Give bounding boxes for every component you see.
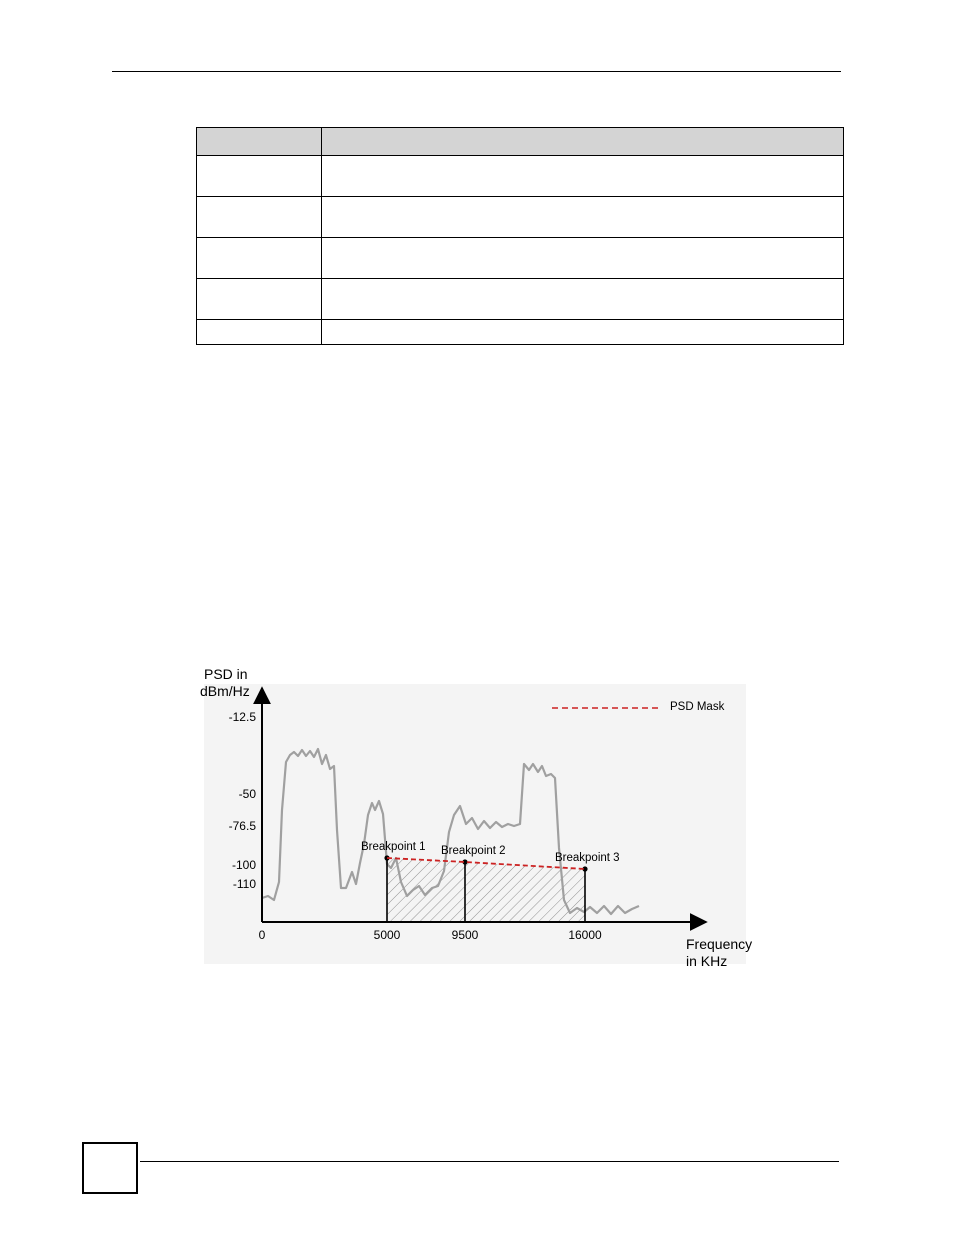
header-rule xyxy=(112,71,841,72)
footer-rule xyxy=(140,1161,839,1162)
table-header-row xyxy=(197,128,844,156)
table-row xyxy=(197,320,844,345)
x-axis-title: Frequency xyxy=(686,936,753,952)
table-row xyxy=(197,197,844,238)
psd-mask-figure xyxy=(196,660,766,970)
table-cell-description xyxy=(322,197,844,238)
table-cell-label xyxy=(197,279,322,320)
table-row xyxy=(197,156,844,197)
y-axis-title: PSD in xyxy=(204,666,248,682)
y-axis-title: dBm/Hz xyxy=(200,683,250,699)
parameter-table xyxy=(196,127,844,345)
table-row xyxy=(197,238,844,279)
breakpoint-label: Breakpoint 1 xyxy=(361,841,426,853)
table-cell-label xyxy=(197,238,322,279)
y-tick-label: -110 xyxy=(232,877,256,891)
table-cell-description xyxy=(322,279,844,320)
table-cell-description xyxy=(322,156,844,197)
table-cell-label xyxy=(197,197,322,238)
table-cell-label xyxy=(197,156,322,197)
table-header-description xyxy=(322,128,844,156)
x-tick-label: 9500 xyxy=(451,928,479,942)
x-tick-label: 16000 xyxy=(568,928,602,942)
x-axis-title: in KHz xyxy=(686,953,728,969)
y-tick-label: -12.5 xyxy=(228,710,256,724)
y-tick-label: -100 xyxy=(231,858,256,872)
y-tick-label: -76.5 xyxy=(228,819,256,833)
table-row xyxy=(197,279,844,320)
table-cell-label xyxy=(197,320,322,345)
psd-chart xyxy=(196,660,766,970)
table-cell-description xyxy=(322,238,844,279)
x-tick-label: 5000 xyxy=(373,928,401,942)
page-number-box xyxy=(82,1142,138,1194)
legend-label: PSD Mask xyxy=(670,701,725,713)
breakpoint-label: Breakpoint 2 xyxy=(441,845,506,857)
table-cell-description xyxy=(322,320,844,345)
x-tick-label: 0 xyxy=(258,928,266,942)
y-tick-label: -50 xyxy=(238,787,256,801)
breakpoint-label: Breakpoint 3 xyxy=(555,852,620,864)
table-header-label xyxy=(197,128,322,156)
